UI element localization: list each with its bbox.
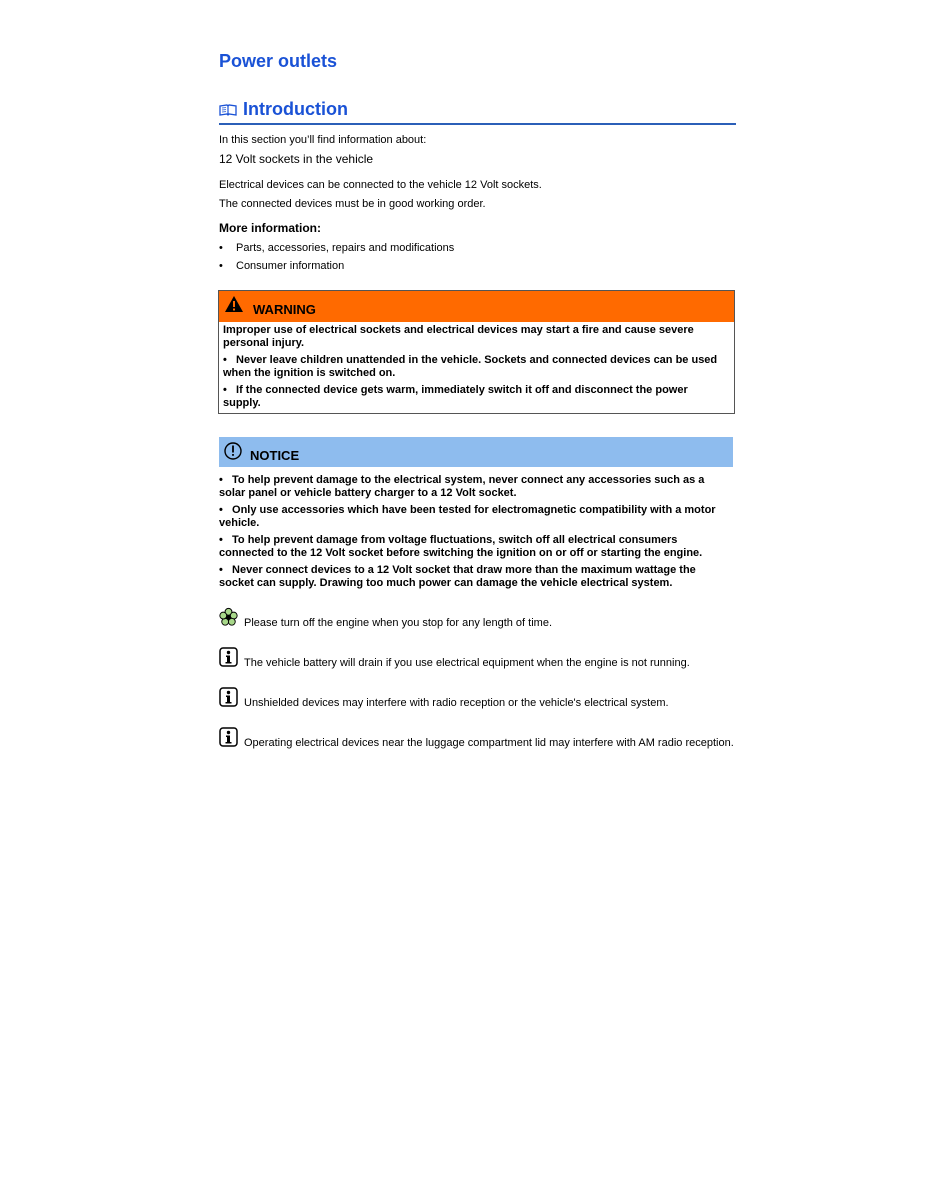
warning-item: • If the connected device gets warm, immediately switch it off and disconnect the power supply. — [223, 384, 688, 409]
warning-header — [219, 291, 734, 322]
notice-item: • Only use accessories which have been tested for electromagnetic compatibility with a motor vehicle. — [219, 504, 716, 529]
info-note — [219, 727, 734, 750]
info-note-text: Operating electrical devices near the luggage compartment lid may interfere with AM radio reception. — [244, 737, 734, 749]
bullet-dot: • — [219, 260, 223, 272]
section-header — [219, 99, 736, 125]
open-book-icon — [219, 104, 237, 116]
more-information-label: More information: — [219, 221, 321, 235]
page-title: Power outlets — [219, 51, 338, 71]
notice-item-text: To help prevent damage to the electrical system, never connect any accessories such as a solar panel or vehicle battery charger to a 12 Volt socket. — [219, 474, 705, 499]
info-note — [219, 687, 734, 710]
warning-lead: Improper use of electrical sockets and electrical devices may start a fire and cause severe personal injury. — [223, 324, 694, 349]
notice-item-text: Never connect devices to a 12 Volt socket that draw more than the maximum wattage the socket can supply. Drawing too much power can damage the vehicle electrical system. — [219, 564, 696, 589]
intro-paragraph-1: Electrical devices can be connected to the vehicle 12 Volt sockets. — [219, 179, 542, 191]
section-title: Introduction — [243, 99, 348, 119]
notice-item: • To help prevent damage to the electrical system, never connect any accessories such as a solar panel or vehicle battery charger to a 12 Volt socket. — [219, 474, 705, 499]
warning-item-text: If the connected device gets warm, immediately switch it off and disconnect the power supply. — [223, 384, 688, 409]
info-icon — [219, 687, 238, 707]
bullet-dot: • — [219, 242, 223, 254]
notice-item: • To help prevent damage from voltage fluctuations, switch off all electrical consumers connected to the 12 Volt socket before switching the ignition on or off or starting the engine. — [219, 534, 703, 559]
warning-triangle-icon — [224, 295, 244, 313]
intro-paragraph-2: The connected devices must be in good working order. — [219, 198, 486, 210]
more-info-item-text: Consumer information — [236, 260, 345, 272]
notice-item-text: To help prevent damage from voltage fluctuations, switch off all electrical consumers connected to the 12 Volt socket before switching the ignition on or off or starting the engine. — [219, 534, 703, 559]
notice-header — [219, 437, 733, 467]
notice-label: NOTICE — [250, 448, 300, 463]
info-icon — [219, 647, 238, 667]
exclamation-circle-icon — [224, 442, 242, 460]
environment-flower-icon — [219, 607, 238, 627]
environment-tip — [219, 607, 734, 630]
info-note-text: Unshielded devices may interfere with radio reception or the vehicle's electrical system. — [244, 697, 669, 709]
info-note-text: The vehicle battery will drain if you use electrical equipment when the engine is not running. — [244, 657, 690, 669]
notice-item-text: Only use accessories which have been tested for electromagnetic compatibility with a motor vehicle. — [219, 504, 716, 529]
info-icon — [219, 727, 238, 747]
info-note — [219, 647, 734, 670]
warning-item: • Never leave children unattended in the vehicle. Sockets and connected devices can be used when the ignition is switched on. — [223, 354, 718, 379]
tip-text: Please turn off the engine when you stop for any length of time. — [244, 617, 552, 629]
warning-box — [218, 290, 735, 414]
more-info-item-text: Parts, accessories, repairs and modifications — [236, 242, 455, 254]
intro-topic: 12 Volt sockets in the vehicle — [219, 152, 374, 166]
warning-label: WARNING — [253, 302, 316, 317]
warning-item-text: Never leave children unattended in the vehicle. Sockets and connected devices can be used when the ignition is switched on. — [223, 354, 718, 379]
notice-item: • Never connect devices to a 12 Volt socket that draw more than the maximum wattage the socket can supply. Drawing too much power can damage the vehicle electrical system. — [219, 564, 696, 589]
intro-lead: In this section you’ll find information about: — [219, 134, 427, 146]
